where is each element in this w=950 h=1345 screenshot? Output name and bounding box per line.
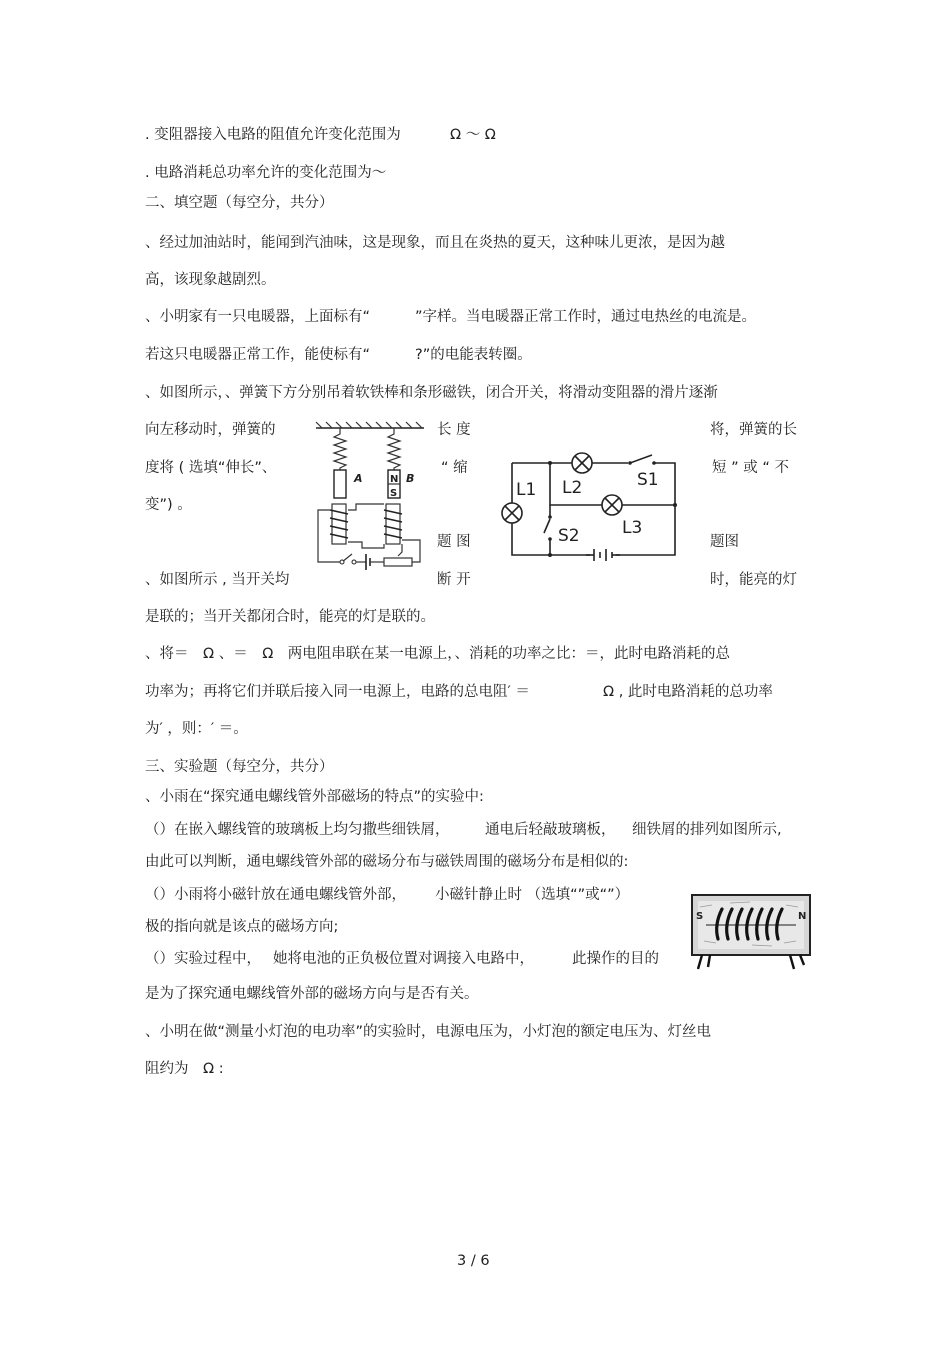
experiment-1-line-5: 极的指向就是该点的磁场方向;: [145, 919, 339, 935]
section-fill-blank-heading: 二、填空题（每空分，共分）: [145, 195, 334, 211]
question-2-line-1: 、小明家有一只电暖器，上面标有“: [145, 309, 371, 325]
experiment-2-line-2: 阻约为 Ω :: [145, 1061, 224, 1077]
question-5-line-2: 功率为；再将它们并联后接入同一电源上，电路的总电阻′ ＝: [145, 684, 530, 700]
question-3-line-2-mid: 长 度: [437, 422, 471, 438]
lamp-circuit-figure: [500, 445, 685, 570]
question-4-line-1-mid: 断 开: [437, 572, 471, 588]
experiment-1-line-4b: 小磁针静止时 （选填“”或“”）: [435, 887, 630, 903]
experiment-1-line-1: 、小雨在“探究通电螺线管外部磁场的特点”的实验中:: [145, 789, 484, 805]
experiment-1-line-7: 是为了探究通电螺线管外部的磁场方向与是否有关。: [145, 986, 479, 1002]
question-3-line-3-mid: “ 缩: [441, 460, 468, 476]
label-l3: L3: [622, 518, 643, 538]
line-resistance-unit: Ω ～ Ω: [450, 127, 496, 143]
label-l1: L1: [516, 480, 537, 500]
solenoid-iron-filings-figure: [690, 893, 815, 973]
section-experiment-heading: 三、实验题（每空分，共分）: [145, 759, 334, 775]
label-a: A: [354, 472, 363, 485]
figure-caption-a: 题 图: [437, 534, 471, 550]
question-4-line-1-left: 、如图所示 , 当开关均: [145, 572, 290, 588]
question-2-line-1b: ”字样。当电暖器正常工作时，通过电热丝的电流是。: [415, 309, 757, 325]
question-2-line-2: 若这只电暖器正常工作，能使标有“: [145, 347, 371, 363]
experiment-1-line-2c: 细铁屑的排列如图所示,: [632, 822, 782, 838]
label-s1: S1: [637, 470, 659, 490]
iron-rod-a: [334, 470, 346, 498]
experiment-1-line-2a: （）在嵌入螺线管的玻璃板上均匀撒些细铁屑，: [145, 822, 450, 838]
question-1-line-2: 高，该现象越剧烈。: [145, 272, 276, 288]
line-power-range: . 电路消耗总功率允许的变化范围为～: [145, 165, 387, 181]
question-2-line-2b: ?”的电能表转圈。: [415, 347, 532, 363]
label-n: N: [390, 474, 399, 485]
question-3-line-1: 、如图所示，、弹簧下方分别吊着软铁棒和条形磁铁，闭合开关，将滑动变阻器的滑片逐渐: [145, 385, 718, 401]
question-5-line-3: 为′ ，则：′ ＝。: [145, 721, 248, 737]
line-resistance-range: . 变阻器接入电路的阻值允许变化范围为: [145, 127, 401, 143]
question-3-line-3-left: 度将 ( 选填“伸长”、: [145, 460, 277, 476]
question-3-line-2-left: 向左移动时，弹簧的: [145, 422, 276, 438]
pole-n-label: N: [798, 911, 807, 922]
question-1-line-1: 、经过加油站时，能闻到汽油味，这是现象，而且在炎热的夏天，这种味儿更浓，是因为越: [145, 235, 725, 251]
label-l2: L2: [562, 478, 583, 498]
question-3-line-4: 变”) 。: [145, 497, 192, 513]
experiment-1-line-6b: 她将电池的正负极位置对调接入电路中，: [273, 951, 534, 967]
experiment-1-line-6a: （）实验过程中，: [145, 951, 261, 967]
question-3-line-2-right: 将，弹簧的长: [710, 422, 797, 438]
question-5-line-1: 、将＝ Ω 、＝ Ω 两电阻串联在某一电源上，、消耗的功率之比：＝，此时电路消耗的总: [145, 646, 731, 662]
question-5-line-2b: Ω , 此时电路消耗的总功率: [603, 684, 773, 700]
experiment-1-line-6c: 此操作的目的: [572, 951, 659, 967]
label-b: B: [406, 472, 415, 485]
spring-electromagnet-figure: [312, 420, 432, 570]
figure-caption-b: 题图: [710, 534, 739, 550]
label-s2: S2: [558, 526, 580, 546]
question-4-line-1-right: 时，能亮的灯: [710, 572, 797, 588]
experiment-1-line-2b: 通电后轻敲玻璃板，: [485, 822, 616, 838]
label-s: S: [390, 488, 398, 499]
experiment-1-line-3: 由此可以判断，通电螺线管外部的磁场分布与磁铁周围的磁场分布是相似的:: [145, 854, 629, 870]
experiment-1-line-4a: （）小雨将小磁针放在通电螺线管外部，: [145, 887, 406, 903]
experiment-2-line-1: 、小明在做“测量小灯泡的电功率”的实验时，电源电压为，小灯泡的额定电压为、灯丝电: [145, 1024, 712, 1040]
question-3-line-3-right: 短 ” 或 “ 不: [712, 460, 789, 476]
question-4-line-2: 是联的；当开关都闭合时，能亮的灯是联的。: [145, 609, 435, 625]
page-number: 3 / 6: [457, 1253, 490, 1269]
pole-s-label: S: [696, 911, 704, 922]
